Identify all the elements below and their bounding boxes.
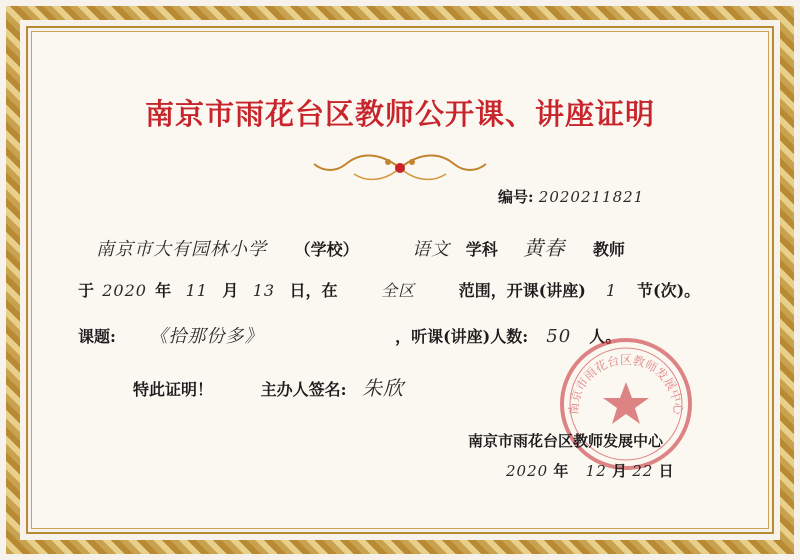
audience-count: 50 [546,326,572,347]
host-label: 主办人签名: [260,380,347,399]
issue-month: 12 [585,462,607,480]
line-topic [78,322,621,348]
class-year: 2020 [102,281,147,300]
school-label: （学校） [294,240,359,259]
school-name: 南京市大有园林小学 [96,239,267,260]
class-day: 13 [252,281,276,300]
line-signature [133,372,404,401]
proof-text: 特此证明！ [133,380,214,399]
line-school-teacher [96,232,625,261]
seal-text: 南京市雨花台区教师发展中心 [566,353,686,416]
certificate-number-row [498,186,644,207]
issue-date [506,460,674,481]
audience-label: ，听课(讲座)人数: [395,327,529,346]
class-month: 11 [185,281,208,300]
issue-day: 22 [632,462,654,480]
issue-month-label: 月 [612,462,628,480]
class-year-label: 年 [155,281,172,300]
flourish-ornament-icon [300,148,500,188]
issue-year: 2020 [506,462,549,480]
certificate-title: 南京市雨花台区教师公开课、讲座证明 [144,97,655,131]
issuing-organization: 南京市雨花台区教师发展中心 [468,432,664,450]
number-label: 编号: [498,188,534,206]
scope-label: 范围，开课(讲座) [458,281,586,300]
class-day-label: 日，在 [289,281,338,300]
scope-value: 全区 [381,281,416,300]
line-date-scope [78,278,700,301]
topic-label: 课题: [78,327,116,346]
audience-unit: 人。 [589,327,622,346]
subject-label: 学科 [465,240,498,259]
official-seal-icon [556,334,696,474]
class-month-label: 月 [222,281,239,300]
teacher-label: 教师 [592,240,625,259]
session-count: 1 [605,281,618,300]
subject-value: 语文 [412,239,451,260]
prefix-label: 于 [78,281,95,300]
issue-day-label: 日 [658,462,674,480]
topic-value: 《拾那份多》 [149,326,264,347]
number-value: 2020211821 [538,188,645,206]
teacher-name: 黄春 [523,236,566,260]
session-count-label: 节(次)。 [637,281,701,300]
issue-year-label: 年 [553,462,569,480]
host-signature: 朱欣 [362,376,405,400]
